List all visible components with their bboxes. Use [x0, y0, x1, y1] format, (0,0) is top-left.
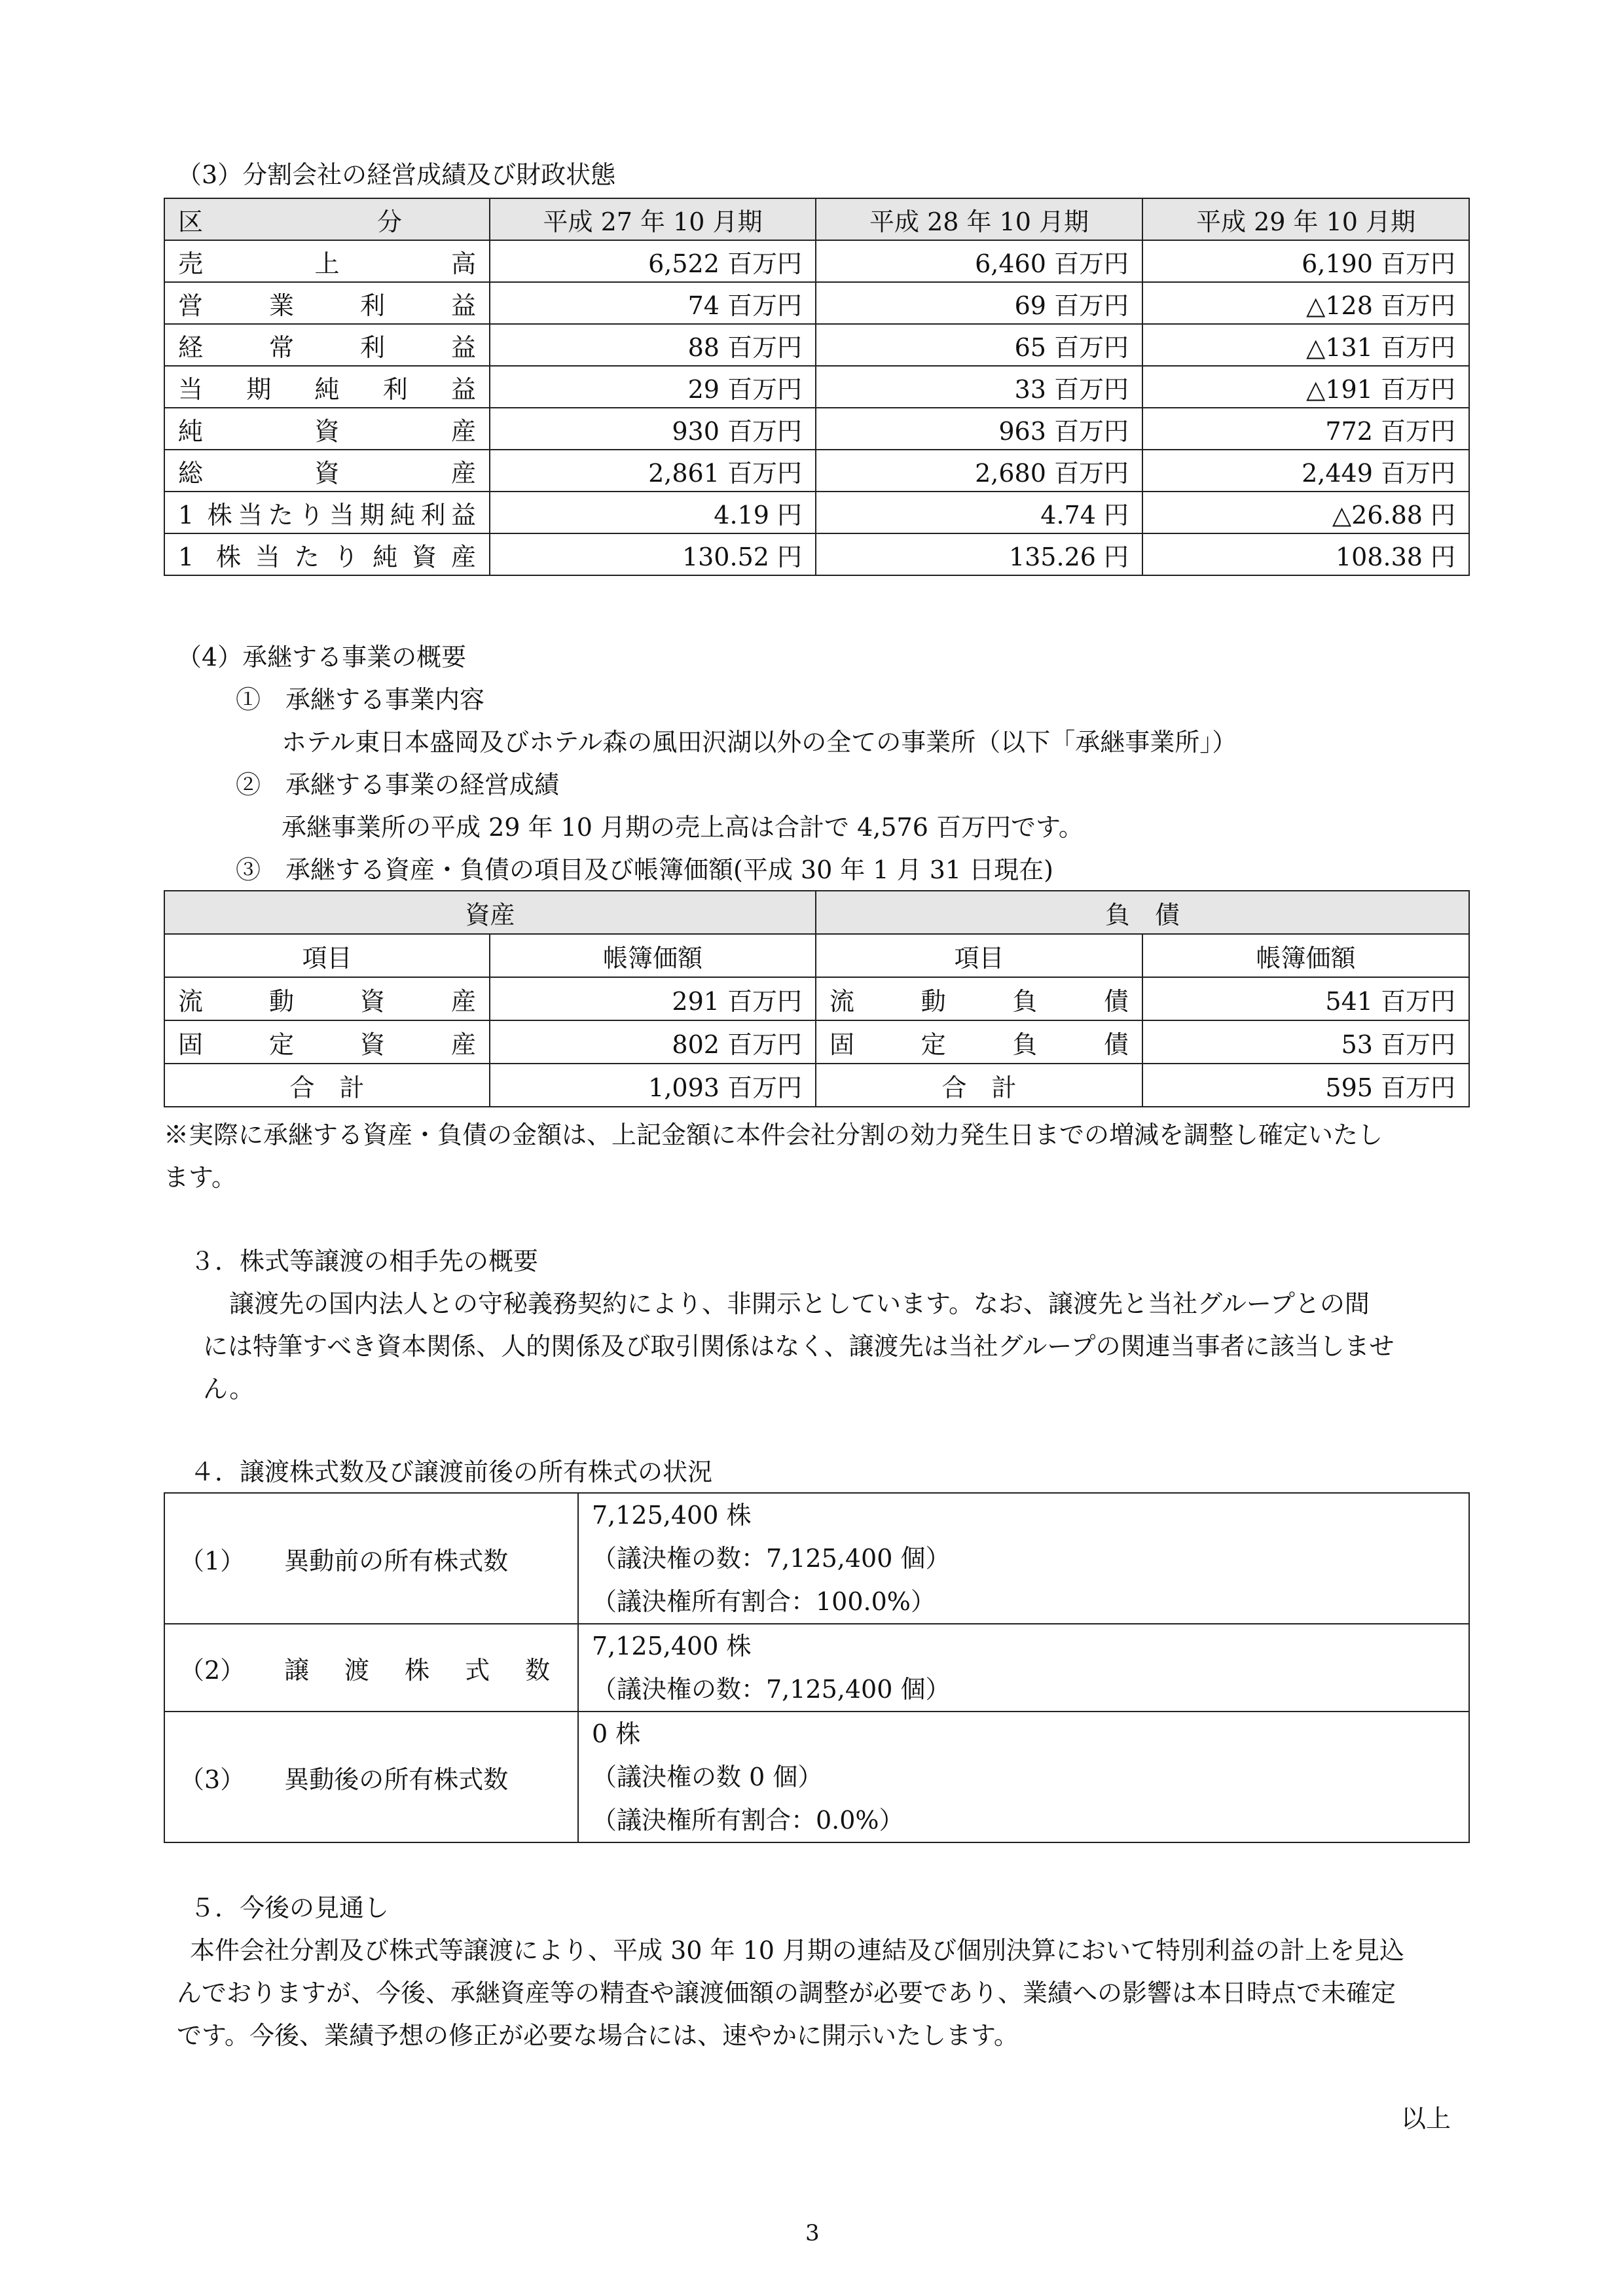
item-3-title: ③ 承継する資産・負債の項目及び帳簿価額(平成 30 年 1 月 31 日現在): [236, 855, 1054, 884]
liability-total-label: 合 計: [816, 1064, 1142, 1107]
value-cell: 65 百万円: [816, 324, 1142, 366]
header-fy28: 平成 28 年 10 月期: [816, 198, 1142, 240]
value-cell: 2,861 百万円: [490, 450, 816, 492]
asset-value: 291 百万円: [490, 977, 816, 1020]
value-line: （議決権の数：7,125,400 個）: [592, 1675, 951, 1704]
row-label: 売上高: [164, 240, 490, 282]
value-cell: 130.52 円: [490, 533, 816, 575]
row-label-cell: [164, 1712, 578, 1842]
value-cell: 6,190 百万円: [1142, 240, 1469, 282]
value-line: 0 株: [592, 1719, 641, 1748]
header-fy29: 平成 29 年 10 月期: [1142, 198, 1469, 240]
value-cell: 69 百万円: [816, 282, 1142, 324]
value-cell: △26.88 円: [1142, 492, 1469, 533]
section-4-heading: （4）承継する事業の概要: [177, 643, 467, 672]
value-cell: 2,680 百万円: [816, 450, 1142, 492]
value-cell: 88 百万円: [490, 324, 816, 366]
asset-total-value: 1,093 百万円: [490, 1064, 816, 1107]
table-row: [164, 324, 1469, 366]
row-values: [578, 1624, 1469, 1712]
row-label: 当期純利益: [164, 366, 490, 408]
table-row: [164, 1493, 1469, 1624]
value-cell: 4.74 円: [816, 492, 1142, 533]
value-line: （議決権所有割合：100.0%）: [592, 1587, 936, 1616]
note-line-1: ※実際に承継する資産・負債の金額は、上記金額に本件会社分割の効力発生日までの増減を調整し確定いたし: [164, 1121, 1383, 1149]
table-row: [164, 450, 1469, 492]
table-row: [164, 240, 1469, 282]
value-cell: 963 百万円: [816, 408, 1142, 450]
header-category: 区 分: [164, 198, 490, 240]
closing-ijo: 以上: [1401, 2104, 1451, 2133]
table-row: [164, 1712, 1469, 1842]
value-cell: 108.38 円: [1142, 533, 1469, 575]
liability-value: 53 百万円: [1142, 1020, 1469, 1064]
value-cell: △131 百万円: [1142, 324, 1469, 366]
col-value-header: 帳簿価額: [490, 934, 816, 977]
liabilities-header: 負 債: [816, 891, 1469, 934]
asset-value: 802 百万円: [490, 1020, 816, 1064]
col-item-header: 項目: [816, 934, 1142, 977]
value-cell: 135.26 円: [816, 533, 1142, 575]
row-values: [578, 1712, 1469, 1842]
row-label: 純資産: [164, 408, 490, 450]
assets-header: 資産: [164, 891, 816, 934]
total-row: [164, 1064, 1469, 1107]
sec3-line-3: ん。: [203, 1374, 255, 1403]
row-label-cell: [164, 1624, 578, 1712]
value-cell: 6,522 百万円: [490, 240, 816, 282]
value-line: （議決権の数 0 個）: [592, 1763, 823, 1791]
value-cell: 772 百万円: [1142, 408, 1469, 450]
value-cell: △128 百万円: [1142, 282, 1469, 324]
page-number: 3: [805, 2220, 820, 2246]
row-label: 譲渡株式数: [284, 1655, 551, 1685]
liability-label: 流動負債: [816, 977, 1142, 1020]
sec3-line-2: には特筆すべき資本関係、人的関係及び取引関係はなく、譲渡先は当社グループの関連当事者に該当しませ: [203, 1332, 1395, 1361]
header-fy27: 平成 27 年 10 月期: [490, 198, 816, 240]
col-item-header: 項目: [164, 934, 490, 977]
sec5-line-2: んでおりますが、今後、承継資産等の精査や譲渡価額の調整が必要であり、業績への影響は本日時点で未確定: [177, 1979, 1396, 2007]
value-cell: 4.19 円: [490, 492, 816, 533]
row-label-cell: [164, 1493, 578, 1624]
row-label: 1 株当たり純資産: [164, 533, 490, 575]
section-4-shares-heading: ４．譲渡株式数及び譲渡前後の所有株式の状況: [190, 1458, 713, 1486]
table-row: [164, 1020, 1469, 1064]
item-2-text: 承継事業所の平成 29 年 10 月期の売上高は合計で 4,576 百万円です。: [282, 813, 1084, 842]
table-header-row: [164, 198, 1469, 240]
value-cell: 2,449 百万円: [1142, 450, 1469, 492]
item-1-text: ホテル東日本盛岡及びホテル森の風田沢湖以外の全ての事業所（以下「承継事業所」）: [282, 728, 1237, 757]
value-cell: 930 百万円: [490, 408, 816, 450]
value-line: 7,125,400 株: [592, 1501, 752, 1530]
item-2-title: ② 承継する事業の経営成績: [236, 770, 560, 799]
table-row: [164, 1624, 1469, 1712]
sec3-line-1: 譲渡先の国内法人との守秘義務契約により、非開示としています。なお、譲渡先と当社グループとの間: [229, 1289, 1370, 1318]
row-label: 営業利益: [164, 282, 490, 324]
row-values: [578, 1493, 1469, 1624]
sec5-line-3: です。今後、業績予想の修正が必要な場合には、速やかに開示いたします。: [177, 2021, 1019, 2050]
value-cell: △191 百万円: [1142, 366, 1469, 408]
table-row: [164, 366, 1469, 408]
value-cell: 33 百万円: [816, 366, 1142, 408]
liability-total-value: 595 百万円: [1142, 1064, 1469, 1107]
asset-label: 固定資産: [164, 1020, 490, 1064]
table-row: [164, 492, 1469, 533]
row-number: （2）: [179, 1655, 246, 1685]
row-label: 異動前の所有株式数: [284, 1546, 509, 1575]
section-3-heading: （3）分割会社の経営成績及び財政状態: [177, 160, 616, 189]
asset-label: 流動資産: [164, 977, 490, 1020]
table-row: [164, 977, 1469, 1020]
sec5-line-1: 本件会社分割及び株式等譲渡により、平成 30 年 10 月期の連結及び個別決算において特別利益の計上を見込: [190, 1936, 1405, 1965]
shares-table: [164, 1492, 1470, 1843]
row-number: （1）: [179, 1546, 246, 1575]
item-1-title: ① 承継する事業内容: [236, 685, 485, 714]
note-line-2: ます。: [164, 1163, 236, 1192]
section-5-heading: ５．今後の見通し: [190, 1893, 390, 1922]
value-cell: 74 百万円: [490, 282, 816, 324]
value-line: 7,125,400 株: [592, 1632, 752, 1660]
section-3-counterparty-heading: ３．株式等譲渡の相手先の概要: [190, 1247, 539, 1276]
table-row: [164, 533, 1469, 575]
row-label: 異動後の所有株式数: [284, 1765, 509, 1794]
table-row: [164, 408, 1469, 450]
table-row: [164, 282, 1469, 324]
liability-value: 541 百万円: [1142, 977, 1469, 1020]
row-label: 1 株当たり当期純利益: [164, 492, 490, 533]
value-line: （議決権所有割合：0.0%）: [592, 1806, 904, 1835]
col-value-header: 帳簿価額: [1142, 934, 1469, 977]
value-cell: 29 百万円: [490, 366, 816, 408]
asset-total-label: 合 計: [164, 1064, 490, 1107]
row-label: 経常利益: [164, 324, 490, 366]
liability-label: 固定負債: [816, 1020, 1142, 1064]
assets-liabilities-table: [164, 890, 1470, 1107]
value-line: （議決権の数：7,125,400 個）: [592, 1544, 951, 1573]
row-number: （3）: [179, 1765, 246, 1794]
financial-results-table: [164, 198, 1470, 576]
row-label: 総資産: [164, 450, 490, 492]
value-cell: 6,460 百万円: [816, 240, 1142, 282]
